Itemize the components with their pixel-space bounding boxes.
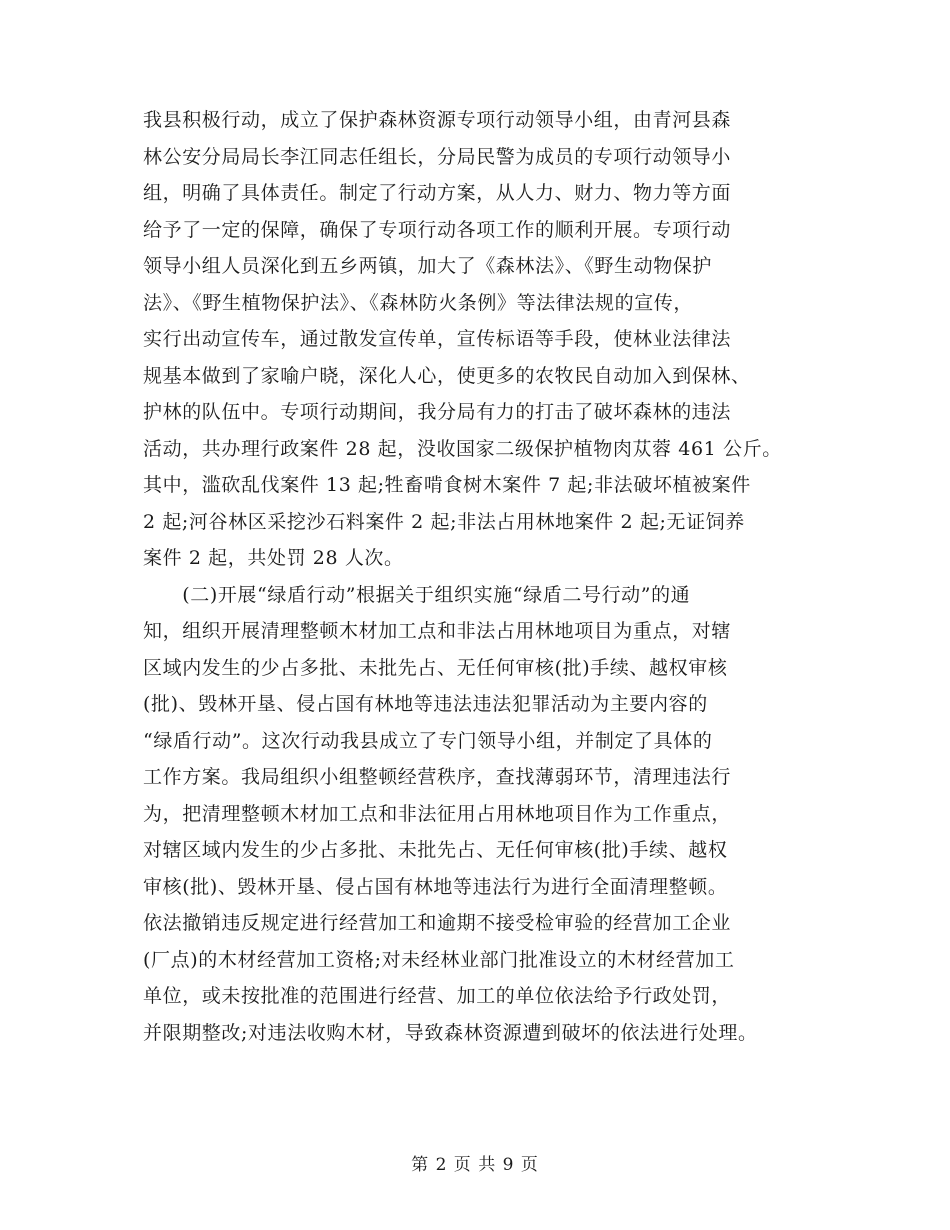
body-text bbox=[143, 102, 843, 1051]
text-line: 并限期整改;对违法收购木材，导致森林资源遭到破坏的依法进行处理。 bbox=[143, 1021, 758, 1044]
text-line: 领导小组人员深化到五乡两镇，加大了《森林法》、《野生动物保护 bbox=[143, 255, 713, 277]
text-line: (批)、毁林开垦、侵占国有林地等违法违法犯罪活动为主要内容的 bbox=[143, 693, 708, 715]
text-line: 为，把清理整顿木材加工点和非法征用占用林地项目作为工作重点， bbox=[143, 802, 732, 825]
text-line: 知，组织开展清理整顿木材加工点和非法占用林地项目为重点，对辖 bbox=[143, 620, 732, 642]
text-line: 单位，或未按批准的范围进行经营、加工的单位依法给予行政处罚， bbox=[143, 985, 732, 1007]
page-number-footer: 第 2 页 共 9 页 bbox=[411, 1155, 539, 1175]
text-line: 2 起;河谷林区采挖沙石料案件 2 起;非法占用林地案件 2 起;无证饲养 bbox=[143, 510, 745, 533]
text-line: 其中，滥砍乱伐案件 13 起;牲畜啃食树木案件 7 起;非法破坏植被案件 bbox=[143, 474, 751, 496]
text-line: “绿盾行动”。这次行动我县成立了专门领导小组，并制定了具体的 bbox=[143, 729, 713, 752]
text-line: 审核(批)、毁林开垦、侵占国有林地等违法行为进行全面清理整顿。 bbox=[143, 875, 728, 898]
text-line: 我县积极行动，成立了保护森林资源专项行动领导小组，由青河县森 bbox=[143, 109, 732, 131]
text-line: 护林的队伍中。专项行动期间，我分局有力的打击了破坏森林的违法 bbox=[143, 401, 732, 423]
text-line: 区域内发生的少占多批、未批先占、无任何审核(批)手续、越权审核 bbox=[143, 656, 728, 679]
text-line: 规基本做到了家喻户晓，深化人心，使更多的农牧民自动加入到保林、 bbox=[143, 364, 751, 387]
text-line: 实行出动宣传车，通过散发宣传单，宣传标语等手段，使林业法律法 bbox=[143, 328, 732, 350]
text-line: 活动，共办理行政案件 28 起，没收国家二级保护植物肉苁蓉 461 公斤。 bbox=[143, 437, 782, 460]
text-line: 给予了一定的保障，确保了专项行动各项工作的顺利开展。专项行动 bbox=[143, 218, 732, 241]
text-line: (二)开展“绿盾行动”根据关于组织实施“绿盾二号行动”的通 bbox=[143, 583, 691, 606]
text-line: 案件 2 起，共处罚 28 人次。 bbox=[143, 547, 404, 569]
text-line: 对辖区域内发生的少占多批、未批先占、无任何审核(批)手续、越权 bbox=[143, 839, 728, 861]
text-line: 林公安分局局长李江同志任组长，分局民警为成员的专项行动领导小 bbox=[143, 145, 732, 168]
text-line: 依法撤销违反规定进行经营加工和逾期不接受检审验的经营加工企业 bbox=[143, 912, 732, 934]
text-line: 工作方案。我局组织小组整顿经营秩序，查找薄弱环节，清理违法行 bbox=[143, 766, 732, 788]
text-line: 组，明确了具体责任。制定了行动方案，从人力、财力、物力等方面 bbox=[143, 182, 732, 204]
text-line: 法》、《野生植物保护法》、《森林防火条例》等法律法规的宣传， bbox=[143, 291, 694, 314]
text-line: (厂点)的木材经营加工资格;对未经林业部门批准设立的木材经营加工 bbox=[143, 948, 735, 971]
